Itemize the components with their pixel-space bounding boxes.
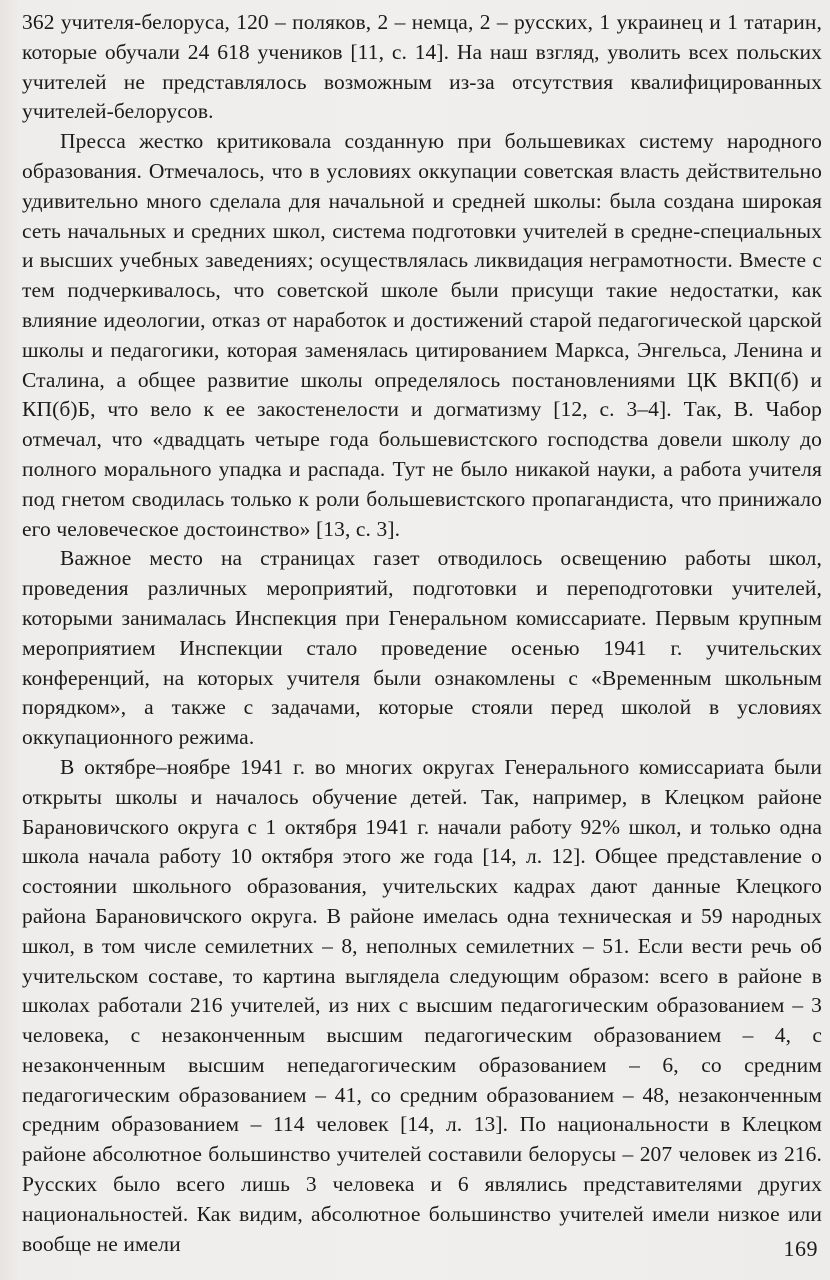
- paragraph-inspection: Важное место на страницах газет отводилось освещению работы школ, проведения различных мероприятий, подготовки и переподготовки учителей, которыми занималась Инспекция при Генеральном комиссариате. Первым крупным мероприятием Инспекции стало проведение осенью 1941 г. учительских конференций, на которых учителя были ознакомлены с «Временным школьным порядком», а также с задачами, которые стояли перед школой в условиях оккупационного режима.: [22, 546, 822, 750]
- body-text: [22, 8, 822, 1259]
- paragraph-continued: 362 учителя-белоруса, 120 – поляков, 2 – немца, 2 – русских, 1 украинец и 1 татарин, которые обучали 24 618 учеников [11, с. 14]. На наш взгляд, уволить всех польских учителей не представлялось возможным из-за отсутствия квалифицированных учителей-белорусов.: [22, 10, 822, 124]
- paragraph-kletsk-schools: В октябре–ноябре 1941 г. во многих округах Генерального комиссариата были открыты школы и началось обучение детей. Так, например, в Клецком районе Барановичского округа с 1 октября 1941 г. начали работу 92% школ, и только одна школа начала работу 10 октября этого же года [14, л. 12]. Общее представление о состоянии школьного образования, учительских кадрах дают данные Клецкого района Барановичского округа. В районе имелась одна техническая и 59 народных школ, в том числе семилетних – 8, неполных семилетних – 51. Если вести речь об учительском составе, то картина выглядела следующим образом: всего в районе в школах работали 216 учителей, из них с высшим педагогическим образованием – 3 человека, с незаконченным высшим педагогическим образованием – 4, с незаконченным высшим непедагогическим образованием – 6, со средним педагогическим образованием – 41, со средним образованием – 48, незаконченным средним образованием – 114 человек [14, л. 13]. По национальности в Клецком районе абсолютное большинство учителей составили белорусы – 207 человек из 216. Русских было всего лишь 3 человека и 6 являлись представителями других национальностей. Как видим, абсолютное большинство учителей имели низкое или вообще не имели: [22, 754, 822, 1256]
- page-number: 169: [783, 1236, 818, 1261]
- paragraph-press-criticism: Пресса жестко критиковала созданную при большевиках систему народного образования. Отмечалось, что в условиях оккупации советская власть действительно удивительно много сделала для начальной и средней школы: была создана широкая сеть начальных и средних школ, система подготовки учителей в средне-специальных и высших учебных заведениях; осуществлялась ликвидация неграмотности. Вместе с тем подчеркивалось, что советской школе были присущи такие недостатки, как влияние идеологии, отказ от наработок и достижений старой педагогической царской школы и педагогики, которая заменялась цитированием Маркса, Энгельса, Ленина и Сталина, а общее развитие школы определялось постановлениями ЦК ВКП(б) и КП(б)Б, что вело к ее закостенелости и догматизму [12, с. 3–4]. Так, В. Чабор отмечал, что «двадцать четыре года большевистского господства довели школу до полного морального упадка и распада. Тут не было никакой науки, а работа учителя под гнетом сводилась только к роли большевистского пропагандиста, что принижало его человеческое достоинство» [13, с. 3].: [22, 129, 822, 541]
